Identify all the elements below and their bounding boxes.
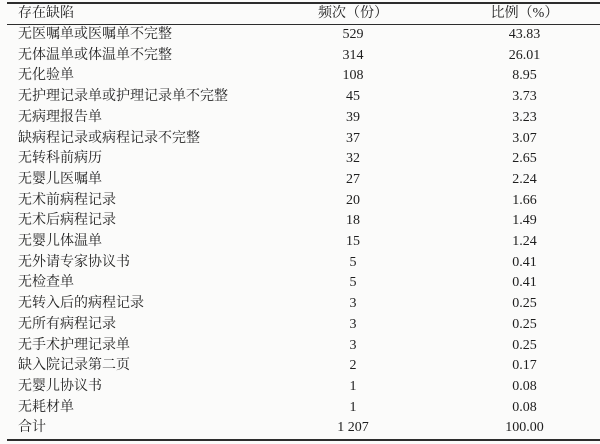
defect-cell: 无所有病程记录 bbox=[18, 316, 116, 332]
frequency-cell: 37 bbox=[346, 130, 360, 146]
percent-cell: 0.25 bbox=[512, 337, 537, 353]
frequency-cell: 1 bbox=[349, 378, 357, 394]
frequency-cell: 39 bbox=[346, 109, 360, 125]
defect-cell: 无耗材单 bbox=[18, 399, 74, 415]
defect-cell: 无术前病程记录 bbox=[18, 192, 116, 208]
defect-cell: 无术后病程记录 bbox=[18, 213, 116, 229]
total-label: 合计 bbox=[18, 420, 46, 436]
percent-cell: 2.24 bbox=[512, 171, 537, 187]
table-row bbox=[7, 253, 600, 274]
defect-statistics-table bbox=[7, 2, 600, 441]
percent-cell: 3.23 bbox=[512, 109, 537, 125]
col-header-frequency: 频次（份） bbox=[318, 6, 388, 21]
table-row bbox=[7, 273, 600, 294]
frequency-cell: 3 bbox=[349, 296, 357, 312]
percent-cell: 43.83 bbox=[508, 27, 541, 42]
col-header-percent: 比例（%） bbox=[490, 6, 559, 21]
frequency-cell: 18 bbox=[346, 213, 360, 229]
defect-cell: 无化验单 bbox=[18, 68, 74, 84]
table-body bbox=[7, 25, 600, 419]
percent-cell: 26.01 bbox=[508, 47, 541, 63]
defect-cell: 无婴儿医嘱单 bbox=[18, 171, 102, 187]
frequency-cell: 27 bbox=[346, 171, 360, 187]
defect-cell: 无转入后的病程记录 bbox=[18, 296, 144, 312]
total-percent: 100.00 bbox=[505, 420, 544, 436]
table-row bbox=[7, 377, 600, 398]
defect-cell: 无手术护理记录单 bbox=[18, 337, 130, 353]
defect-cell: 缺入院记录第二页 bbox=[18, 358, 130, 374]
header-row bbox=[7, 3, 600, 25]
col-header-defect: 存在缺陷 bbox=[18, 6, 74, 21]
table-row bbox=[7, 25, 600, 46]
table-row bbox=[7, 66, 600, 87]
defect-cell: 无医嘱单或医嘱单不完整 bbox=[18, 27, 172, 42]
percent-cell: 0.25 bbox=[512, 296, 537, 312]
percent-cell: 1.24 bbox=[512, 234, 537, 250]
frequency-cell: 1 bbox=[349, 399, 357, 415]
percent-cell: 3.07 bbox=[512, 130, 537, 146]
frequency-cell: 15 bbox=[346, 234, 360, 250]
total-frequency: 1 207 bbox=[337, 420, 369, 436]
percent-cell: 0.08 bbox=[512, 399, 537, 415]
frequency-cell: 5 bbox=[349, 254, 357, 270]
percent-cell: 0.41 bbox=[512, 275, 537, 291]
percent-cell: 0.17 bbox=[512, 358, 537, 374]
frequency-cell: 45 bbox=[346, 89, 360, 105]
defect-cell: 无检查单 bbox=[18, 275, 74, 291]
table-row bbox=[7, 108, 600, 129]
table-row bbox=[7, 211, 600, 232]
percent-cell: 1.66 bbox=[512, 192, 537, 208]
frequency-cell: 32 bbox=[346, 151, 360, 167]
table-row bbox=[7, 294, 600, 315]
frequency-cell: 529 bbox=[342, 27, 364, 42]
table-row bbox=[7, 129, 600, 150]
table-row bbox=[7, 398, 600, 419]
table-row bbox=[7, 232, 600, 253]
percent-cell: 0.08 bbox=[512, 378, 537, 394]
defect-cell: 缺病程记录或病程记录不完整 bbox=[18, 130, 200, 146]
percent-cell: 0.25 bbox=[512, 316, 537, 332]
defect-cell: 无体温单或体温单不完整 bbox=[18, 47, 172, 63]
defect-cell: 无婴儿协议书 bbox=[18, 378, 102, 394]
table-footer bbox=[7, 418, 600, 440]
table-row bbox=[7, 315, 600, 336]
percent-cell: 1.49 bbox=[512, 213, 537, 229]
percent-cell: 0.41 bbox=[512, 254, 537, 270]
frequency-cell: 2 bbox=[349, 358, 357, 374]
table-header bbox=[7, 3, 600, 25]
defect-cell: 无护理记录单或护理记录单不完整 bbox=[18, 89, 228, 105]
percent-cell: 3.73 bbox=[512, 89, 537, 105]
defect-cell: 无转科前病历 bbox=[18, 151, 102, 167]
table-row bbox=[7, 149, 600, 170]
table-row bbox=[7, 356, 600, 377]
defect-cell: 无病理报告单 bbox=[18, 109, 102, 125]
frequency-cell: 3 bbox=[349, 337, 357, 353]
percent-cell: 2.65 bbox=[512, 151, 537, 167]
table-row bbox=[7, 191, 600, 212]
frequency-cell: 108 bbox=[342, 68, 364, 84]
defect-cell: 无外请专家协议书 bbox=[18, 254, 130, 270]
percent-cell: 8.95 bbox=[512, 68, 537, 84]
total-row bbox=[7, 418, 600, 440]
table-row bbox=[7, 46, 600, 67]
table-row bbox=[7, 170, 600, 191]
defect-cell: 无婴儿体温单 bbox=[18, 234, 102, 250]
frequency-cell: 314 bbox=[342, 47, 364, 63]
frequency-cell: 3 bbox=[349, 316, 357, 332]
table-row bbox=[7, 336, 600, 357]
frequency-cell: 5 bbox=[349, 275, 357, 291]
table-row bbox=[7, 87, 600, 108]
frequency-cell: 20 bbox=[346, 192, 360, 208]
